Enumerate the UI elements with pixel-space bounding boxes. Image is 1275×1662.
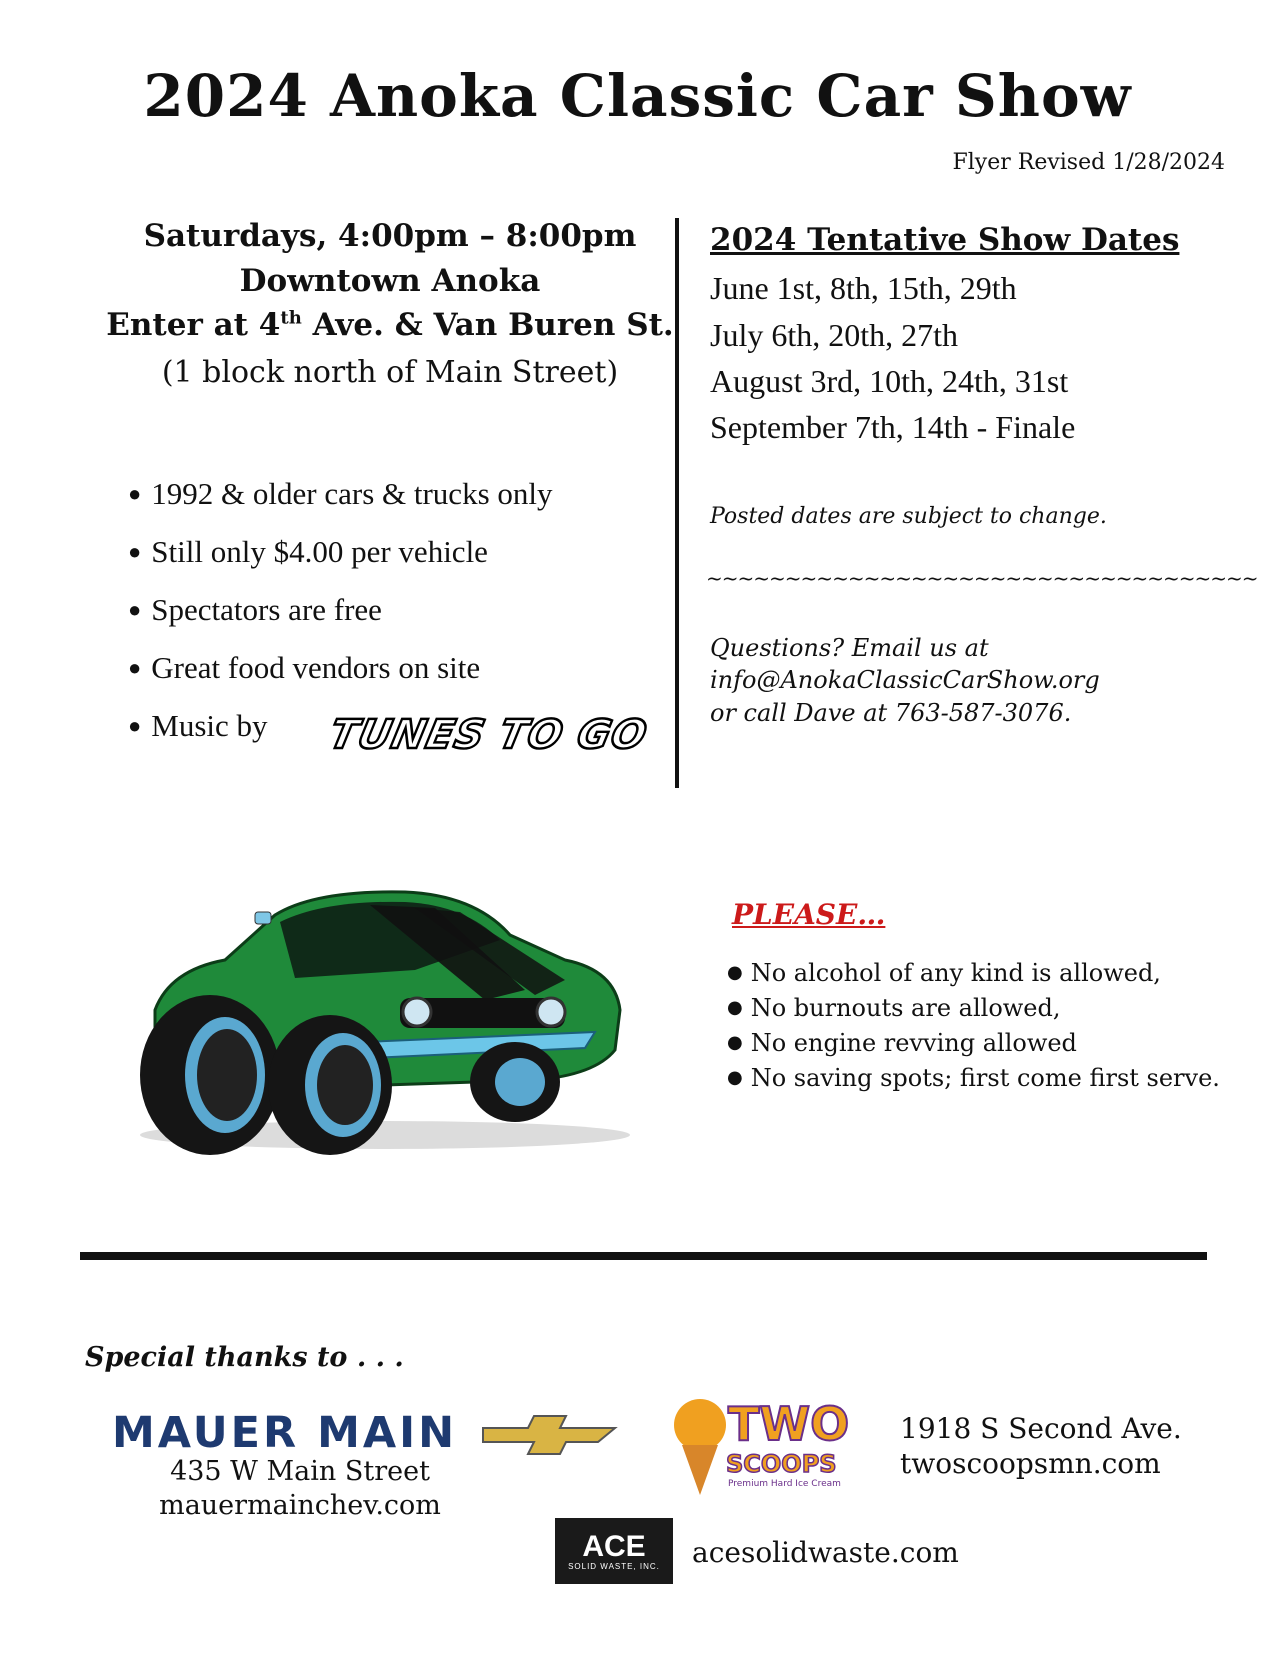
tunes-to-go-logo	[318, 690, 652, 768]
bullet-icon: ●	[128, 713, 142, 738]
bullet-icon: ●	[727, 962, 743, 983]
please-heading: PLEASE…	[732, 898, 886, 931]
mauer-website: mauermainchev.com	[159, 1490, 441, 1521]
date-line: August 3rd, 10th, 24th, 31st	[710, 363, 1069, 399]
date-line: September 7th, 14th - Finale	[710, 409, 1076, 445]
bullet-icon: ●	[128, 481, 142, 506]
ace-logo-text: ACE	[582, 1529, 646, 1563]
bullet-icon: ●	[128, 539, 142, 564]
list-item	[128, 523, 553, 581]
ace-logo-sub: SOLID WASTE, INC.	[568, 1561, 660, 1571]
revision-note: Flyer Revised 1/28/2024	[952, 150, 1225, 175]
list-item-text: Spectators are free	[151, 592, 382, 627]
list-item	[727, 955, 1220, 990]
list-item	[128, 581, 553, 639]
bullet-icon: ●	[128, 655, 142, 680]
date-line: June 1st, 8th, 15th, 29th	[710, 270, 1017, 306]
rule-text: No alcohol of any kind is allowed,	[750, 958, 1161, 987]
page-title: 2024 Anoka Classic Car Show	[143, 62, 1132, 130]
mauer-address: 435 W Main Street	[170, 1456, 430, 1487]
rule-text: No burnouts are allowed,	[750, 993, 1061, 1022]
dates-heading: 2024 Tentative Show Dates	[710, 222, 1180, 258]
list-item	[128, 465, 553, 523]
list-item	[727, 1025, 1220, 1060]
block-note: (1 block north of Main Street)	[161, 355, 619, 390]
list-item	[727, 990, 1220, 1025]
show-entrance	[100, 307, 680, 343]
list-item-text: 1992 & older cars & trucks only	[151, 476, 553, 511]
mauer-main-logo: MAUER MAIN	[112, 1408, 458, 1458]
bullet-icon: ●	[727, 997, 743, 1018]
rules-list	[727, 955, 1220, 1095]
rule-text: No engine revving allowed	[750, 1028, 1077, 1057]
entrance-pre: Enter at 4	[106, 307, 281, 343]
two-scoops-website: twoscoopsmn.com	[900, 1447, 1161, 1480]
tunes-logo-text: TUNES TO GO	[325, 710, 652, 758]
two-scoops-logo-top: TWO	[728, 1397, 850, 1451]
two-scoops-logo	[668, 1390, 868, 1500]
two-scoops-logo-bottom: SCOOPS	[726, 1450, 837, 1478]
entrance-sup: th	[280, 307, 302, 329]
contact-line: Questions? Email us at	[710, 634, 989, 662]
entrance-post: Ave. & Van Buren St.	[301, 307, 674, 343]
contact-email: info@AnokaClassicCarShow.org	[710, 666, 1100, 694]
chevrolet-bowtie-icon	[478, 1410, 620, 1460]
bullet-icon: ●	[727, 1067, 743, 1088]
two-scoops-address: 1918 S Second Ave.	[900, 1412, 1182, 1445]
vertical-divider	[675, 218, 679, 788]
list-item	[128, 639, 553, 697]
list-item	[727, 1060, 1220, 1095]
horizontal-divider	[80, 1252, 1207, 1260]
contact-phone: or call Dave at 763-587-3076.	[710, 699, 1072, 727]
bullet-icon: ●	[128, 597, 142, 622]
list-item-text: Great food vendors on site	[151, 650, 481, 685]
rule-text: No saving spots; first come first serve.	[750, 1063, 1220, 1092]
show-schedule: Saturdays, 4:00pm – 8:00pm	[143, 218, 637, 254]
list-item-text: Still only $4.00 per vehicle	[151, 534, 488, 569]
show-location: Downtown Anoka	[239, 263, 541, 299]
ace-solid-waste-logo	[555, 1518, 673, 1584]
ace-website: acesolidwaste.com	[692, 1536, 959, 1569]
list-item-text: Music by	[151, 708, 268, 743]
thanks-heading: Special thanks to . . .	[85, 1342, 404, 1373]
two-scoops-logo-tagline: Premium Hard Ice Cream	[728, 1479, 841, 1489]
dates-note: Posted dates are subject to change.	[710, 504, 1107, 529]
tilde-separator: ~~~~~~~~~~~~~~~~~~~~~~~~~~~~~~~~~~~	[706, 566, 1258, 590]
date-line: July 6th, 20th, 27th	[710, 317, 959, 353]
green-muscle-car-illustration	[115, 860, 635, 1160]
bullet-icon: ●	[727, 1032, 743, 1053]
